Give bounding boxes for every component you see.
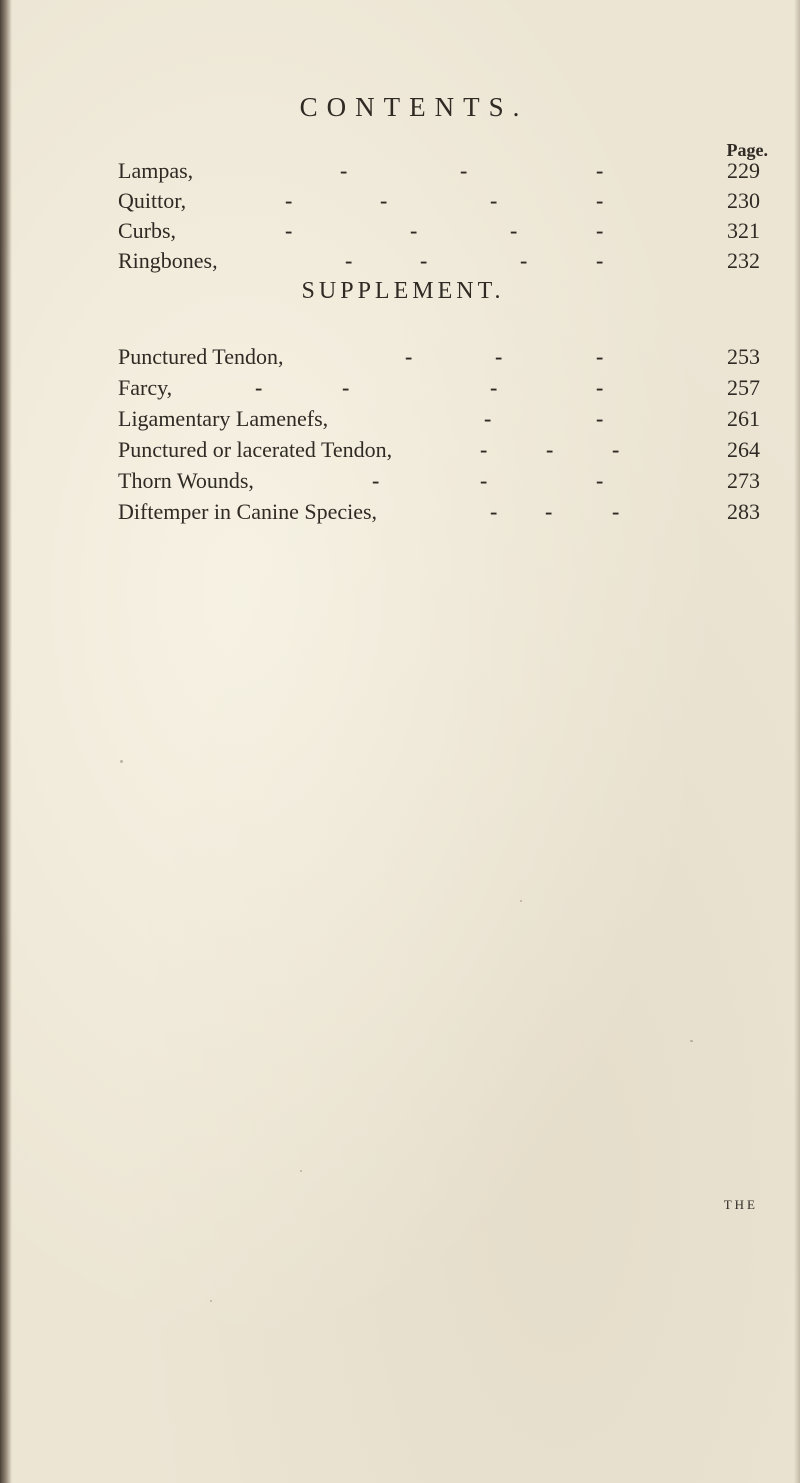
entry-title: Punctured or lacerated Tendon, — [118, 437, 393, 462]
supplement-entry: Diftemper in Canine Species, - - - 283 — [0, 497, 800, 527]
entry-title: Punctured Tendon, — [118, 344, 284, 369]
contents-entry: Quittor, - - - - 230 — [0, 186, 800, 216]
entry-page-number: 261 — [727, 406, 760, 431]
paper-speck — [210, 1300, 212, 1302]
paper-speck — [120, 760, 123, 763]
entry-page-number: 257 — [727, 375, 760, 400]
entry-title: Ringbones, — [118, 248, 218, 273]
entry-page-number: 229 — [727, 158, 760, 183]
paper-speck — [690, 1040, 693, 1042]
supplement-entry: Ligamentary Lamenefs, - - 261 — [0, 404, 800, 434]
entry-page-number: 232 — [727, 248, 760, 273]
contents-entry: Lampas, - - - 229 — [0, 156, 800, 186]
running-head: CONTENTS. — [299, 92, 529, 122]
entry-title: Farcy, — [118, 375, 173, 400]
supplement-entry: Punctured Tendon, - - - 253 — [0, 342, 800, 372]
entry-title: Thorn Wounds, — [118, 468, 254, 493]
supplement-heading: SUPPLEMENT. — [301, 278, 505, 304]
entry-page-number: 283 — [727, 499, 760, 524]
paper-speck — [520, 900, 522, 902]
entry-title: Ligamentary Lamenefs, — [118, 406, 329, 431]
entry-title: Lampas, — [118, 158, 194, 183]
entry-title: Curbs, — [118, 218, 177, 243]
contents-entry: Ringbones, - - - - 232 — [0, 246, 800, 276]
contents-entry: Curbs, - - - - 321 — [0, 216, 800, 246]
supplement-entry: Thorn Wounds, - - - 273 — [0, 466, 800, 496]
supplement-entry: Farcy, - - - - 257 — [0, 373, 800, 403]
supplement-entry: Punctured or lacerated Tendon, - - - 264 — [0, 435, 800, 465]
page-column-label: Page. — [726, 140, 768, 160]
paper-speck — [300, 1170, 302, 1172]
entry-page-number: 230 — [727, 188, 760, 213]
entry-title: Diftemper in Canine Species, — [118, 499, 378, 524]
entry-page-number: 321 — [727, 218, 760, 243]
entry-page-number: 264 — [727, 437, 760, 462]
catchword: THE — [723, 1197, 758, 1212]
entry-page-number: 253 — [727, 344, 760, 369]
entry-title: Quittor, — [118, 188, 187, 213]
entry-page-number: 273 — [727, 468, 760, 493]
